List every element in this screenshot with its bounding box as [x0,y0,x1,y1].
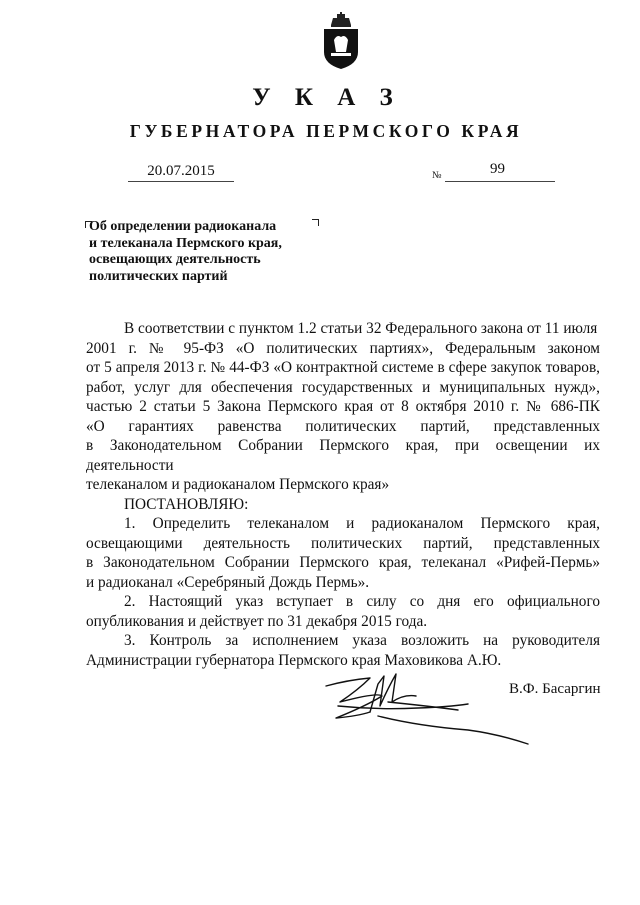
body-line: опубликования и действует по 31 декабря 2015 года. [86,612,428,630]
decree-word: ПОСТАНОВЛЯЮ: [124,495,249,513]
subject-line: политических партий [89,268,228,284]
body-line: частью 2 статьи 5 Закона Пермского края от 8 октября 2010 г. № 686-ПК [86,398,600,415]
body-line: «О гарантиях равенства политических партий, представленных [86,417,600,435]
body-line: в Законодательном Собрании Пермского края, при освещении их деятельности [86,437,600,474]
body-line: в Законодательном Собрании Пермского края, телеканал «Рифей-Пермь» [86,554,600,571]
subject-line: освещающих деятельность [89,252,261,267]
subject-line: Об определении радиоканала [89,219,277,234]
body-line: телеканалом и радиоканалом Пермского края» [86,476,390,493]
handwritten-signature [318,666,533,756]
document-subject [89,219,329,285]
body-line: 3. Контроль за исполнением указа возложить на руководителя [124,632,600,649]
body-line: освещающими деятельность политических партий, представленных [86,534,600,552]
body-line: Администрации губернатора Пермского края Маховикова А.Ю. [86,651,502,669]
number-underline [445,181,555,182]
date-underline [128,181,234,182]
document-body [86,319,600,670]
body-line: и радиоканал «Серебряный Дождь Пермь». [86,573,370,591]
document-number: 99 [490,161,505,177]
coat-of-arms-icon [322,12,360,70]
body-line: 1. Определить телеканалом и радиоканалом Пермского края, [124,515,600,532]
document-date: 20.07.2015 [147,163,215,179]
document-subtitle: ГУБЕРНАТОРА ПЕРМСКОГО КРАЯ [129,121,523,141]
document-title: У К А З [252,84,402,111]
body-line: работ, услуг для обеспечения государственных и муниципальных нужд», [86,378,600,396]
body-line: 2. Настоящий указ вступает в силу со дня его официального [124,593,600,610]
body-line: 2001 г. № 95-ФЗ «О политических партиях», Федеральным законом [86,339,600,357]
number-sign: № [432,170,442,181]
body-line: В соответствии с пунктом 1.2 статьи 32 Федерального закона от 11 июля [124,320,598,337]
signatory-name: В.Ф. Басаргин [509,681,601,697]
body-line: от 5 апреля 2013 г. № 44-ФЗ «О контрактной системе в сфере закупок товаров, [86,359,600,376]
subject-line: и телеканала Пермского края, [89,235,282,251]
